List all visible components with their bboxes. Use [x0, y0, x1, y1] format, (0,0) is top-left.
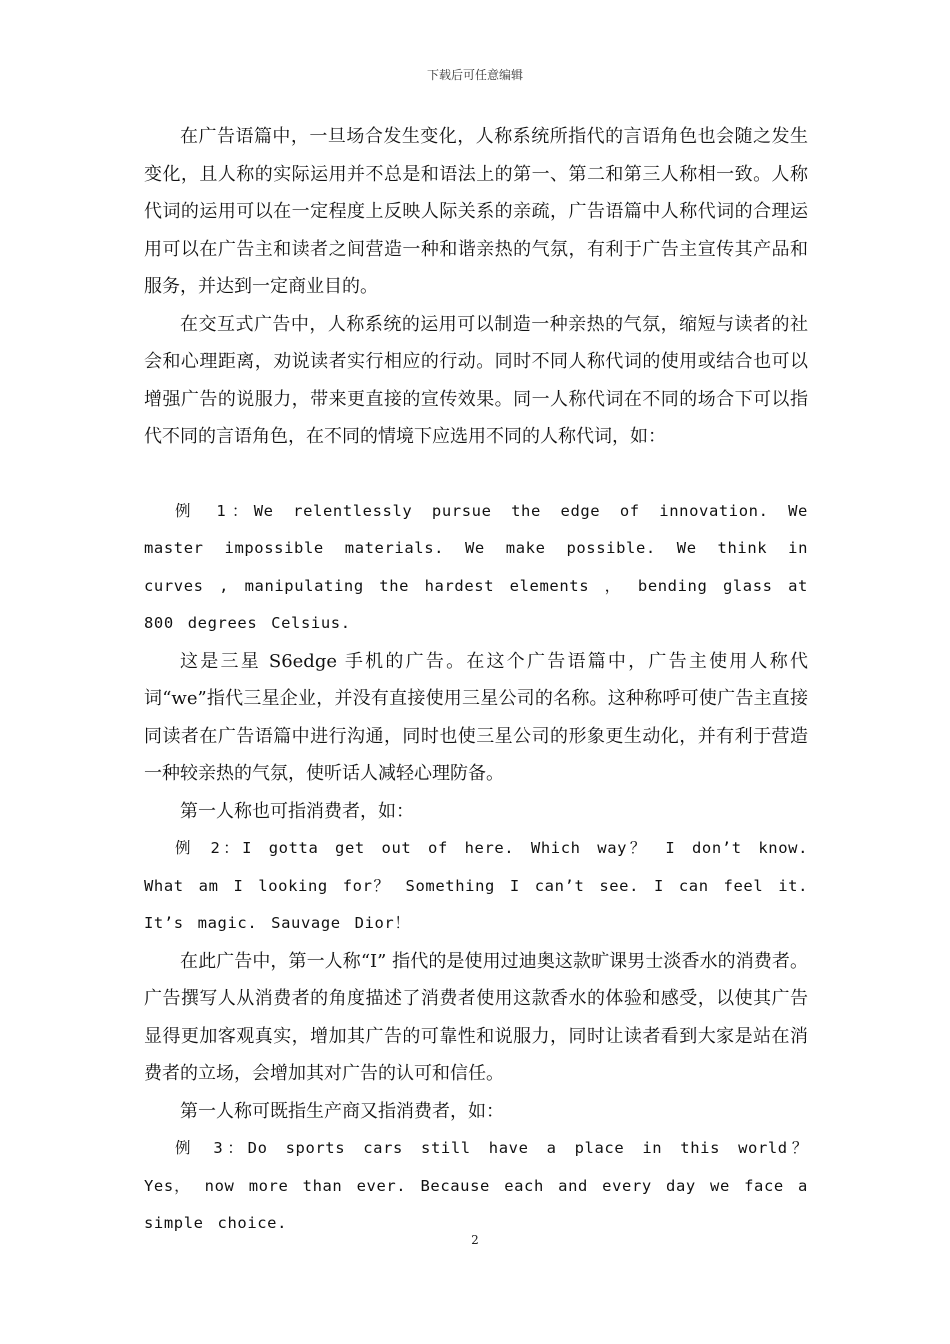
- blank-line: [144, 456, 808, 493]
- paragraph-5: 在此广告中，第一人称“I” 指代的是使用过迪奥这款旷课男士淡香水的消费者。广告撰写人从消费者的角度描述了消费者使用这款香水的体验和感受，以使其广告显得更加客观真实，增加其广告的可靠性和说服力，同时让读者看到大家是站在消费者的立场，会增加其对广告的认可和信任。: [144, 950, 808, 1084]
- paragraph-1: 在广告语篇中，一旦场合发生变化，人称系统所指代的言语角色也会随之发生变化，且人称的实际运用并不总是和语法上的第一、第二和第三人称相一致。人称代词的运用可以在一定程度上反映人际关系的亲疏，广告语篇中人称代词的合理运用可以在广告主和读者之间营造一种和谐亲热的气氛，有利于广告主宣传其产品和服务，并达到一定商业目的。: [144, 126, 808, 297]
- paragraph-3: 这是三星 S6edge 手机的广告。在这个广告语篇中，广告主使用人称代词“we”指代三星企业，并没有直接使用三星公司的名称。这种称呼可使广告主直接同读者在广告语篇中进行沟通，同时也使三星公司的形象更生动化，并有利于营造一种较亲热的气氛，使听话人减轻心理防备。: [144, 650, 808, 784]
- paragraph-6: 第一人称可既指生产商又指消费者，如：: [180, 1100, 504, 1122]
- document-body: [144, 118, 808, 1243]
- example-3: 例 3：Do sports cars still have a place in this world？ Yes， now more than ever. Because each and every day we face a simple choice.: [144, 1139, 808, 1232]
- page-header: 下载后可任意编辑: [426, 68, 523, 82]
- example-1: 例 1：We relentlessly pursue the edge of innovation. We master impossible materials. We make possible. We think in curves , manipulating the hardest elements ， bending glass at 800 degrees Celsius.: [144, 501, 808, 632]
- page-number: 2: [471, 1233, 479, 1247]
- paragraph-4: 第一人称也可指消费者，如：: [180, 800, 414, 822]
- example-2: 例 2：I gotta get out of here. Which way？ I don’t know. What am I looking for？ Something I can’t see. I can feel it. It’s magic. Sauvage Dior！: [144, 839, 808, 932]
- paragraph-2: 在交互式广告中，人称系统的运用可以制造一种亲热的气氛，缩短与读者的社会和心理距离，劝说读者实行相应的行动。同时不同人称代词的使用或结合也可以增强广告的说服力，带来更直接的宣传效果。同一人称代词在不同的场合下可以指代不同的言语角色，在不同的情境下应选用不同的人称代词，如：: [144, 313, 808, 447]
